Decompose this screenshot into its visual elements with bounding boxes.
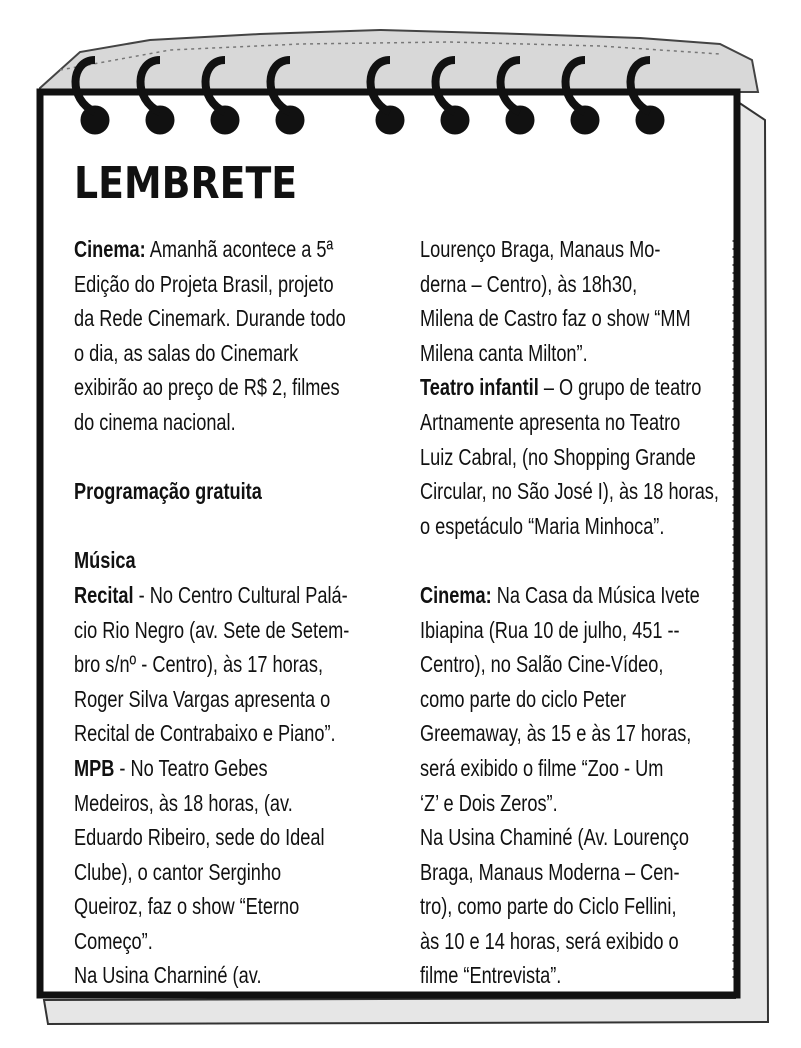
blank-line (74, 509, 390, 544)
cinema2-line-7: ‘Z’ e Dois Zeros”. (420, 789, 558, 816)
cinema2-line-10: tro), como parte do Ciclo Fellini, (420, 893, 677, 920)
recital-line-5: Recital de Contrabaixo e Piano”. (74, 720, 336, 747)
mpb-line-7: Na Usina Charniné (av. (74, 962, 262, 989)
cinema-line-3: da Rede Cinemark. Durande todo (74, 305, 346, 332)
mpb-line-6: Começo”. (74, 927, 153, 954)
mpb-line-5: Queiroz, faz o show “Eterno (74, 893, 300, 920)
mpb-line-4: Clube), o cantor Serginho (74, 858, 282, 885)
cinema2-line-1: Cinema: Na Casa da Música Ivete (420, 581, 700, 608)
teatro-line-4: Circular, no São José I), às 18 horas, (420, 478, 719, 505)
cinema2-line-12: filme “Entrevista”. (420, 962, 562, 989)
recital-line-4: Roger Silva Vargas apresenta o (74, 685, 331, 712)
mpb-line-1: MPB - No Teatro Gebes (74, 754, 268, 781)
cinema2-line-6: será exibido o filme “Zoo - Um (420, 754, 664, 781)
cinema-line-1: Cinema: Amanhã acontece a 5ª (74, 236, 334, 262)
teatro-line-2: Artnamente apresenta no Teatro (420, 408, 681, 435)
programacao-heading: Programação gratuita (74, 478, 262, 505)
cinema2-line-4: como parte do ciclo Peter (420, 685, 627, 712)
cinema-line-2: Edição do Projeta Brasil, projeto (74, 270, 334, 297)
mpb-label: MPB (74, 754, 115, 781)
teatro-label: Teatro infantil (420, 374, 539, 401)
cinema-line-5: exibirão ao preço de R$ 2, filmes (74, 374, 340, 401)
continuation-line-1: Lourenço Braga, Manaus Mo- (420, 236, 661, 262)
right-column (420, 232, 801, 993)
continuation-line-4: Milena canta Milton”. (420, 339, 588, 366)
blank-line (420, 543, 736, 578)
teatro-line-3: Luiz Cabral, (no Shopping Grande (420, 443, 696, 470)
cinema-line-4: o dia, as salas do Cinemark (74, 339, 299, 366)
page-title: LEMBRETE (74, 158, 298, 209)
mpb-line-2: Medeiros, às 18 horas, (av. (74, 789, 293, 816)
continuation-line-2: derna – Centro), às 18h30, (420, 270, 638, 297)
cinema2-line-11: às 10 e 14 horas, será exibido o (420, 927, 679, 954)
recital-line-2: cio Rio Negro (av. Sete de Setem- (74, 616, 350, 643)
cinema2-line-3: Centro), no Salão Cine-Vídeo, (420, 651, 664, 678)
left-column (74, 232, 474, 993)
teatro-line-5: o espetáculo “Maria Minhoca”. (420, 512, 665, 539)
cinema2-line-8: Na Usina Chaminé (Av. Lourenço (420, 824, 689, 851)
cinema-line-6: do cinema nacional. (74, 408, 236, 435)
mpb-line-3: Eduardo Ribeiro, sede do Ideal (74, 824, 325, 851)
recital-line-1: Recital - No Centro Cultural Palá- (74, 581, 348, 608)
recital-line-3: bro s/nº - Centro), às 17 horas, (74, 651, 324, 678)
cinema2-label: Cinema: (420, 581, 492, 608)
continuation-line-3: Milena de Castro faz o show “MM (420, 305, 691, 332)
teatro-line-1: Teatro infantil – O grupo de teatro (420, 374, 702, 401)
blank-line (74, 440, 390, 475)
cinema-label: Cinema: (74, 236, 146, 262)
cinema2-line-5: Greemaway, às 15 e às 17 horas, (420, 720, 692, 747)
musica-heading: Música (74, 547, 136, 574)
recital-label: Recital (74, 581, 134, 608)
cinema2-line-9: Braga, Manaus Moderna – Cen- (420, 858, 680, 885)
cinema2-line-2: Ibiapina (Rua 10 de julho, 451 -- (420, 616, 680, 643)
